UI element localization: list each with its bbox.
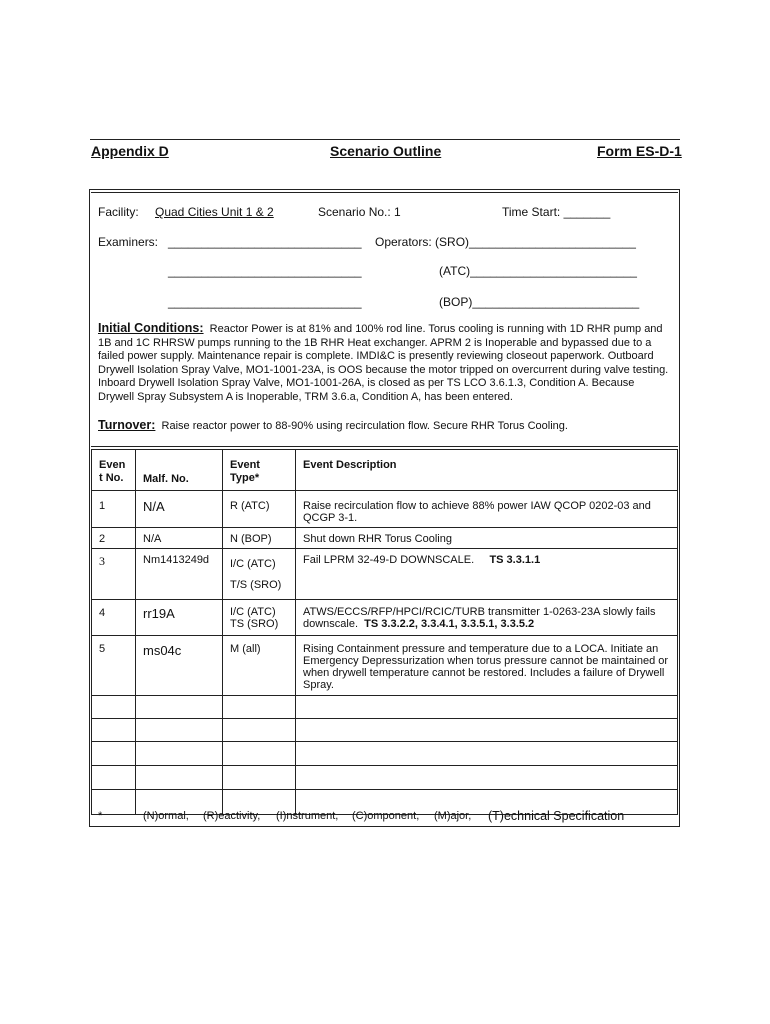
time-start: Time Start: _______ <box>502 205 611 219</box>
turnover <box>98 419 673 434</box>
facility-label: Facility: <box>98 205 139 219</box>
operators-atc: (ATC)_________________________ <box>439 264 637 278</box>
examiners-label: Examiners: <box>98 235 159 249</box>
event-no: 3 <box>92 549 136 600</box>
initial-conditions-label: Initial Conditions: <box>98 321 204 335</box>
event-type: I/C (ATC) TS (SRO) <box>223 600 296 636</box>
header-event-type: Event Type* <box>223 450 296 491</box>
table-row-empty <box>92 766 678 790</box>
table-row <box>92 491 678 528</box>
header-malf-no: Malf. No. <box>136 450 223 491</box>
initial-conditions <box>98 322 673 405</box>
event-type: M (all) <box>223 636 296 696</box>
footnote-normal: (N)ormal, <box>143 810 189 822</box>
footnote-component: (C)omponent, <box>352 810 420 822</box>
header-event-desc: Event Description <box>296 450 678 491</box>
initial-conditions-text: Reactor Power is at 81% and 100% rod line. Torus cooling is running with 1D RHR pump and 1B and 1C RHRSW pumps running to the 1B RHR Heat exchanger. APRM 2 is Inoperable and bypassed due to a failed power supply. Maintenance repair is complete. IMDI&C is presently reviewing closeout paperwork. Outboard Drywell Isolation Spray Valve, MO1-1001-23A, is OOS because the motor tripped on overcurrent during valve testing. Inboard Drywell Isolation Spray Valve, MO1-1001-26A, is closed as per TS LCO 3.6.1.3, Condition A. Because Drywell Spray Subsystem A is Inoperable, TRM 3.6.a, Condition A, has been entered. <box>98 323 669 403</box>
table-row <box>92 549 678 600</box>
event-desc: Raise recirculation flow to achieve 88% power IAW QCOP 0202-03 and QCGP 3-1. <box>296 491 678 528</box>
footnote-major: (M)ajor, <box>434 810 472 822</box>
page-title: Scenario Outline <box>330 143 442 159</box>
box-inner-rule <box>91 192 678 193</box>
event-no: 5 <box>92 636 136 696</box>
operators-bop: (BOP)_________________________ <box>439 295 640 309</box>
malf-no: N/A <box>136 528 223 549</box>
table-row-empty <box>92 696 678 719</box>
malf-no: ms04c <box>136 636 223 696</box>
scenario-number: Scenario No.: 1 <box>318 205 401 219</box>
event-desc: Rising Containment pressure and temperature due to a LOCA. Initiate an Emergency Depressurization when torus pressure cannot be maintained or when drywell temperature cannot be restored. Includes a failure of Drywell Spray. <box>296 636 678 696</box>
footnote-star: * <box>98 810 103 822</box>
turnover-text: Raise reactor power to 88-90% using recirculation flow. Secure RHR Torus Cooling. <box>161 420 568 432</box>
event-type: I/C (ATC) T/S (SRO) <box>223 549 296 600</box>
event-desc: Fail LPRM 32-49-D DOWNSCALE. TS 3.3.1.1 <box>296 549 678 600</box>
footnote-instrument: (I)nstrument, <box>276 810 339 822</box>
event-no: 1 <box>92 491 136 528</box>
event-no: 2 <box>92 528 136 549</box>
header-rule <box>90 139 680 140</box>
footnote-techspec: (T)echnical Specification <box>488 809 625 823</box>
table-row <box>92 636 678 696</box>
events-table <box>91 449 678 815</box>
event-desc: Shut down RHR Torus Cooling <box>296 528 678 549</box>
table-header-row <box>92 450 678 491</box>
table-row <box>92 528 678 549</box>
malf-no: Nm1413249d <box>136 549 223 600</box>
examiner-line-2: _____________________________ <box>168 264 362 278</box>
event-desc: ATWS/ECCS/RFP/HPCI/RCIC/TURB transmitter 1-0263-23A slowly fails downscale. TS 3.3.2.2, 3.3.4.1, 3.3.5.1, 3.3.5.2 <box>296 600 678 636</box>
event-type: N (BOP) <box>223 528 296 549</box>
table-top-rule <box>91 446 678 447</box>
malf-no: rr19A <box>136 600 223 636</box>
event-no: 4 <box>92 600 136 636</box>
examiner-line-3: _____________________________ <box>168 295 362 309</box>
header-event-no: Even t No. <box>92 450 136 491</box>
malf-no: N/A <box>136 491 223 528</box>
table-row <box>92 600 678 636</box>
footnote-reactivity: (R)eactivity, <box>203 810 261 822</box>
facility-value: Quad Cities Unit 1 & 2 <box>155 205 274 219</box>
table-row-empty <box>92 742 678 766</box>
table-row-empty <box>92 719 678 742</box>
event-type: R (ATC) <box>223 491 296 528</box>
appendix-label: Appendix D <box>91 143 169 159</box>
turnover-label: Turnover: <box>98 418 156 432</box>
operators-sro: Operators: (SRO)_________________________ <box>375 235 636 249</box>
form-number: Form ES-D-1 <box>597 143 682 159</box>
examiner-line-1: _____________________________ <box>168 235 362 249</box>
